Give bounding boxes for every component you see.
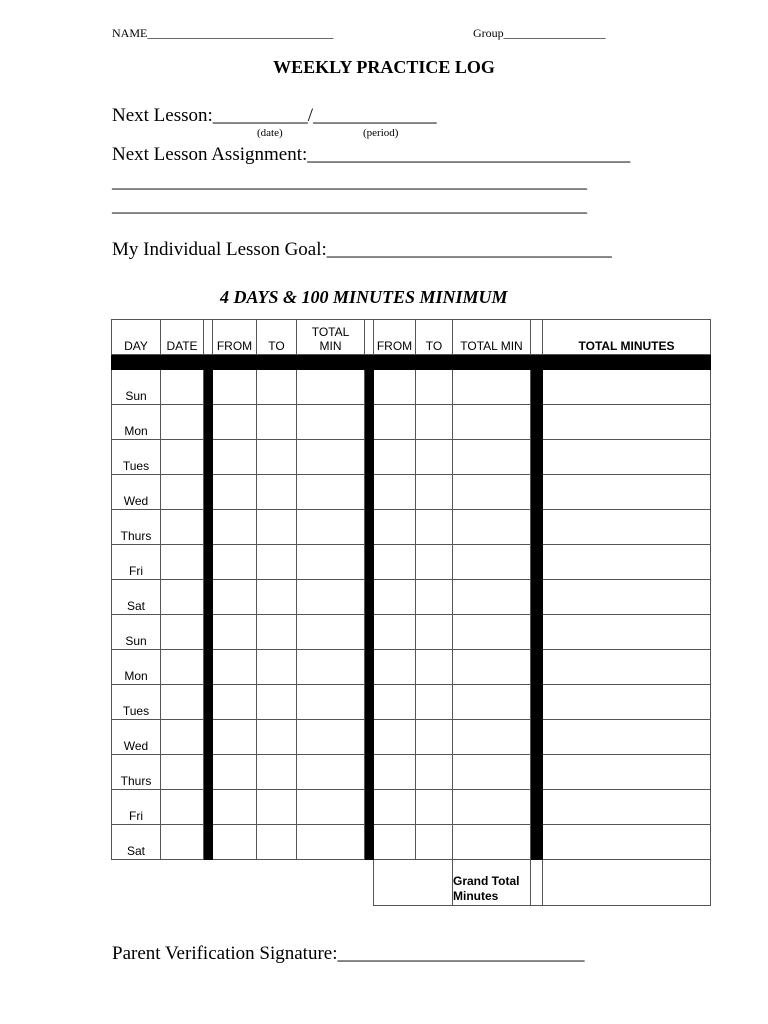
total-minutes-cell[interactable]	[543, 580, 711, 615]
goal-line[interactable]: ______________________________	[326, 239, 612, 260]
column-divider	[531, 580, 543, 615]
column-divider	[531, 440, 543, 475]
to-2-cell[interactable]	[416, 405, 453, 440]
total-minutes-cell[interactable]	[543, 475, 711, 510]
total-min-1-cell[interactable]	[297, 720, 365, 755]
day-row	[112, 440, 711, 475]
day-label: Tues	[112, 440, 161, 475]
column-divider	[204, 825, 213, 860]
from-2-cell[interactable]	[374, 720, 416, 755]
column-divider	[365, 790, 374, 825]
day-row	[112, 475, 711, 510]
total-min-1-cell[interactable]	[297, 370, 365, 405]
from-2-cell[interactable]	[374, 440, 416, 475]
group-field	[473, 26, 606, 41]
column-divider	[204, 790, 213, 825]
total-min-1-cell[interactable]	[297, 685, 365, 720]
total-min-1-cell[interactable]	[297, 545, 365, 580]
to-1-cell[interactable]	[257, 790, 297, 825]
column-divider	[531, 650, 543, 685]
day-label: Sun	[112, 615, 161, 650]
column-divider	[365, 755, 374, 790]
header-divider	[204, 320, 213, 355]
from-1-cell[interactable]	[213, 370, 257, 405]
total-min-1-cell[interactable]	[297, 510, 365, 545]
assignment-line-3[interactable]: __________________________________________________	[112, 195, 587, 216]
name-field	[112, 26, 333, 41]
to-1-cell[interactable]	[257, 650, 297, 685]
date-cell[interactable]	[161, 545, 204, 580]
from-2-cell[interactable]	[374, 755, 416, 790]
header-total-min-1-line-2: MIN	[319, 339, 342, 353]
column-divider	[531, 545, 543, 580]
to-1-cell[interactable]	[257, 440, 297, 475]
from-2-cell[interactable]	[374, 580, 416, 615]
column-divider	[204, 685, 213, 720]
total-min-2-cell[interactable]	[453, 580, 531, 615]
column-divider	[204, 475, 213, 510]
total-minutes-cell[interactable]	[543, 650, 711, 685]
band-cell	[543, 355, 711, 370]
total-min-2-cell[interactable]	[453, 440, 531, 475]
day-label: Thurs	[112, 755, 161, 790]
total-min-2-cell[interactable]	[453, 650, 531, 685]
group-label: Group	[473, 26, 504, 40]
date-cell[interactable]	[161, 405, 204, 440]
from-2-cell[interactable]	[374, 650, 416, 685]
date-cell[interactable]	[161, 650, 204, 685]
column-divider	[204, 580, 213, 615]
from-2-cell[interactable]	[374, 545, 416, 580]
from-1-cell[interactable]	[213, 755, 257, 790]
column-divider	[531, 475, 543, 510]
column-divider	[531, 790, 543, 825]
day-row	[112, 370, 711, 405]
total-min-1-cell[interactable]	[297, 580, 365, 615]
to-1-cell[interactable]	[257, 510, 297, 545]
date-cell[interactable]	[161, 370, 204, 405]
page-title: WEEKLY PRACTICE LOG	[273, 57, 495, 77]
total-min-2-cell[interactable]	[453, 720, 531, 755]
column-divider	[365, 440, 374, 475]
total-min-2-cell[interactable]	[453, 475, 531, 510]
signature-field	[112, 943, 584, 965]
name-label: NAME	[112, 26, 148, 40]
to-2-cell[interactable]	[416, 685, 453, 720]
total-minutes-cell[interactable]	[543, 685, 711, 720]
minimum-requirement-subtitle: 4 DAYS & 100 MINUTES MINIMUM	[220, 287, 508, 307]
column-divider	[365, 370, 374, 405]
to-1-cell[interactable]	[257, 475, 297, 510]
from-2-cell[interactable]	[374, 825, 416, 860]
to-2-cell[interactable]	[416, 615, 453, 650]
day-label: Mon	[112, 650, 161, 685]
column-divider	[204, 440, 213, 475]
total-min-1-cell[interactable]	[297, 825, 365, 860]
column-divider	[204, 405, 213, 440]
from-2-cell[interactable]	[374, 685, 416, 720]
assignment-line-1[interactable]: __________________________________	[307, 144, 631, 165]
total-min-1-cell[interactable]	[297, 475, 365, 510]
from-2-cell[interactable]	[374, 405, 416, 440]
total-min-1-cell[interactable]	[297, 755, 365, 790]
to-2-cell[interactable]	[416, 475, 453, 510]
header-divider	[531, 320, 543, 355]
total-min-1-cell[interactable]	[297, 440, 365, 475]
date-cell[interactable]	[161, 615, 204, 650]
grand-total-spacer	[112, 860, 374, 906]
band-cell	[112, 355, 161, 370]
total-min-1-cell[interactable]	[297, 615, 365, 650]
to-2-cell[interactable]	[416, 650, 453, 685]
day-label: Thurs	[112, 510, 161, 545]
day-row	[112, 580, 711, 615]
column-divider	[204, 650, 213, 685]
day-row	[112, 405, 711, 440]
day-label: Fri	[112, 545, 161, 580]
to-2-cell[interactable]	[416, 720, 453, 755]
band-cell	[374, 355, 416, 370]
header-to-1: TO	[257, 320, 297, 355]
column-divider	[365, 685, 374, 720]
column-divider	[365, 720, 374, 755]
column-divider	[531, 720, 543, 755]
day-row	[112, 720, 711, 755]
name-line[interactable]: _______________________________	[147, 26, 334, 40]
day-row	[112, 510, 711, 545]
day-label: Mon	[112, 405, 161, 440]
from-2-cell[interactable]	[374, 510, 416, 545]
total-minutes-cell[interactable]	[543, 825, 711, 860]
to-2-cell[interactable]	[416, 755, 453, 790]
band-cell	[213, 355, 257, 370]
date-cell[interactable]	[161, 510, 204, 545]
from-1-cell[interactable]	[213, 790, 257, 825]
to-1-cell[interactable]	[257, 615, 297, 650]
header-total-minutes: TOTAL MINUTES	[543, 320, 711, 355]
day-label: Sun	[112, 370, 161, 405]
from-1-cell[interactable]	[213, 580, 257, 615]
day-row	[112, 825, 711, 860]
date-caption: (date)	[257, 127, 283, 139]
column-divider	[365, 405, 374, 440]
grand-total-label	[453, 860, 531, 906]
grand-total-narrow-cell	[531, 860, 543, 906]
band-cell	[204, 355, 213, 370]
date-cell[interactable]	[161, 755, 204, 790]
to-1-cell[interactable]	[257, 580, 297, 615]
day-label: Wed	[112, 475, 161, 510]
to-1-cell[interactable]	[257, 405, 297, 440]
from-1-cell[interactable]	[213, 825, 257, 860]
assignment-field	[112, 144, 630, 166]
to-1-cell[interactable]	[257, 755, 297, 790]
to-2-cell[interactable]	[416, 580, 453, 615]
date-cell[interactable]	[161, 580, 204, 615]
day-row	[112, 755, 711, 790]
date-cell[interactable]	[161, 475, 204, 510]
band-cell	[416, 355, 453, 370]
total-min-2-cell[interactable]	[453, 370, 531, 405]
total-min-1-cell[interactable]	[297, 650, 365, 685]
total-min-2-cell[interactable]	[453, 405, 531, 440]
header-from-1: FROM	[213, 320, 257, 355]
from-1-cell[interactable]	[213, 615, 257, 650]
to-2-cell[interactable]	[416, 545, 453, 580]
to-1-cell[interactable]	[257, 545, 297, 580]
header-total-min-1-line-1: TOTAL	[311, 325, 350, 339]
signature-label: Parent Verification Signature:	[112, 943, 338, 964]
from-2-cell[interactable]	[374, 475, 416, 510]
group-line[interactable]: _________________	[503, 26, 606, 40]
header-total-min-2: TOTAL MIN	[453, 320, 531, 355]
from-1-cell[interactable]	[213, 650, 257, 685]
day-label: Sat	[112, 825, 161, 860]
period-caption: (period)	[363, 127, 399, 139]
header-day: DAY	[112, 320, 161, 355]
total-min-2-cell[interactable]	[453, 615, 531, 650]
to-2-cell[interactable]	[416, 370, 453, 405]
grand-total-value-cell[interactable]	[543, 860, 711, 906]
grand-total-label-line-2: Minutes	[453, 889, 499, 903]
from-1-cell[interactable]	[213, 405, 257, 440]
practice-log-table	[111, 319, 711, 906]
day-label: Wed	[112, 720, 161, 755]
to-1-cell[interactable]	[257, 825, 297, 860]
date-cell[interactable]	[161, 825, 204, 860]
from-1-cell[interactable]	[213, 545, 257, 580]
from-1-cell[interactable]	[213, 685, 257, 720]
to-2-cell[interactable]	[416, 825, 453, 860]
to-1-cell[interactable]	[257, 685, 297, 720]
column-divider	[365, 475, 374, 510]
column-divider	[531, 510, 543, 545]
total-min-2-cell[interactable]	[453, 755, 531, 790]
total-minutes-cell[interactable]	[543, 790, 711, 825]
column-divider	[531, 370, 543, 405]
column-divider	[531, 405, 543, 440]
column-divider	[531, 755, 543, 790]
total-min-2-cell[interactable]	[453, 510, 531, 545]
next-lesson-line[interactable]: __________/_____________	[212, 105, 437, 126]
assignment-line-2[interactable]: __________________________________________________	[112, 171, 587, 192]
to-2-cell[interactable]	[416, 510, 453, 545]
from-1-cell[interactable]	[213, 720, 257, 755]
day-row	[112, 790, 711, 825]
grand-total-label-line-1: Grand Total	[453, 874, 520, 888]
from-2-cell[interactable]	[374, 790, 416, 825]
total-minutes-cell[interactable]	[543, 545, 711, 580]
from-1-cell[interactable]	[213, 510, 257, 545]
total-min-2-cell[interactable]	[453, 545, 531, 580]
day-row	[112, 685, 711, 720]
next-lesson-field	[112, 105, 437, 127]
column-divider	[204, 370, 213, 405]
date-cell[interactable]	[161, 440, 204, 475]
band-cell	[531, 355, 543, 370]
total-minutes-cell[interactable]	[543, 440, 711, 475]
from-1-cell[interactable]	[213, 475, 257, 510]
band-cell	[453, 355, 531, 370]
band-cell	[365, 355, 374, 370]
from-2-cell[interactable]	[374, 615, 416, 650]
to-1-cell[interactable]	[257, 720, 297, 755]
to-1-cell[interactable]	[257, 370, 297, 405]
column-divider	[365, 650, 374, 685]
total-min-1-cell[interactable]	[297, 790, 365, 825]
from-2-cell[interactable]	[374, 370, 416, 405]
total-min-2-cell[interactable]	[453, 790, 531, 825]
total-min-2-cell[interactable]	[453, 825, 531, 860]
to-2-cell[interactable]	[416, 440, 453, 475]
assignment-label: Next Lesson Assignment:	[112, 144, 308, 165]
date-cell[interactable]	[161, 685, 204, 720]
day-label: Fri	[112, 790, 161, 825]
date-cell[interactable]	[161, 790, 204, 825]
column-divider	[365, 580, 374, 615]
total-minutes-cell[interactable]	[543, 510, 711, 545]
day-row	[112, 545, 711, 580]
grand-total-empty-cell	[374, 860, 453, 906]
total-min-1-cell[interactable]	[297, 405, 365, 440]
header-from-2: FROM	[374, 320, 416, 355]
total-min-2-cell[interactable]	[453, 685, 531, 720]
to-2-cell[interactable]	[416, 790, 453, 825]
total-minutes-cell[interactable]	[543, 720, 711, 755]
day-row	[112, 615, 711, 650]
next-lesson-label: Next Lesson:	[112, 105, 213, 126]
total-minutes-cell[interactable]	[543, 755, 711, 790]
column-divider	[531, 615, 543, 650]
table-header-row	[112, 320, 711, 355]
column-divider	[365, 825, 374, 860]
goal-field	[112, 239, 612, 261]
band-cell	[161, 355, 204, 370]
band-cell	[297, 355, 365, 370]
grand-total-row	[112, 860, 711, 906]
goal-label: My Individual Lesson Goal:	[112, 239, 327, 260]
column-divider	[204, 615, 213, 650]
column-divider	[204, 545, 213, 580]
header-total-min-1	[297, 320, 365, 355]
header-to-2: TO	[416, 320, 453, 355]
column-divider	[531, 825, 543, 860]
signature-line[interactable]: __________________________	[337, 943, 585, 964]
total-minutes-cell[interactable]	[543, 370, 711, 405]
header-date: DATE	[161, 320, 204, 355]
header-band	[112, 355, 711, 370]
column-divider	[204, 510, 213, 545]
column-divider	[365, 615, 374, 650]
column-divider	[204, 755, 213, 790]
header-divider	[365, 320, 374, 355]
total-minutes-cell[interactable]	[543, 615, 711, 650]
column-divider	[531, 685, 543, 720]
column-divider	[365, 510, 374, 545]
from-1-cell[interactable]	[213, 440, 257, 475]
column-divider	[365, 545, 374, 580]
date-cell[interactable]	[161, 720, 204, 755]
day-row	[112, 650, 711, 685]
day-label: Sat	[112, 580, 161, 615]
column-divider	[204, 720, 213, 755]
total-minutes-cell[interactable]	[543, 405, 711, 440]
day-label: Tues	[112, 685, 161, 720]
band-cell	[257, 355, 297, 370]
